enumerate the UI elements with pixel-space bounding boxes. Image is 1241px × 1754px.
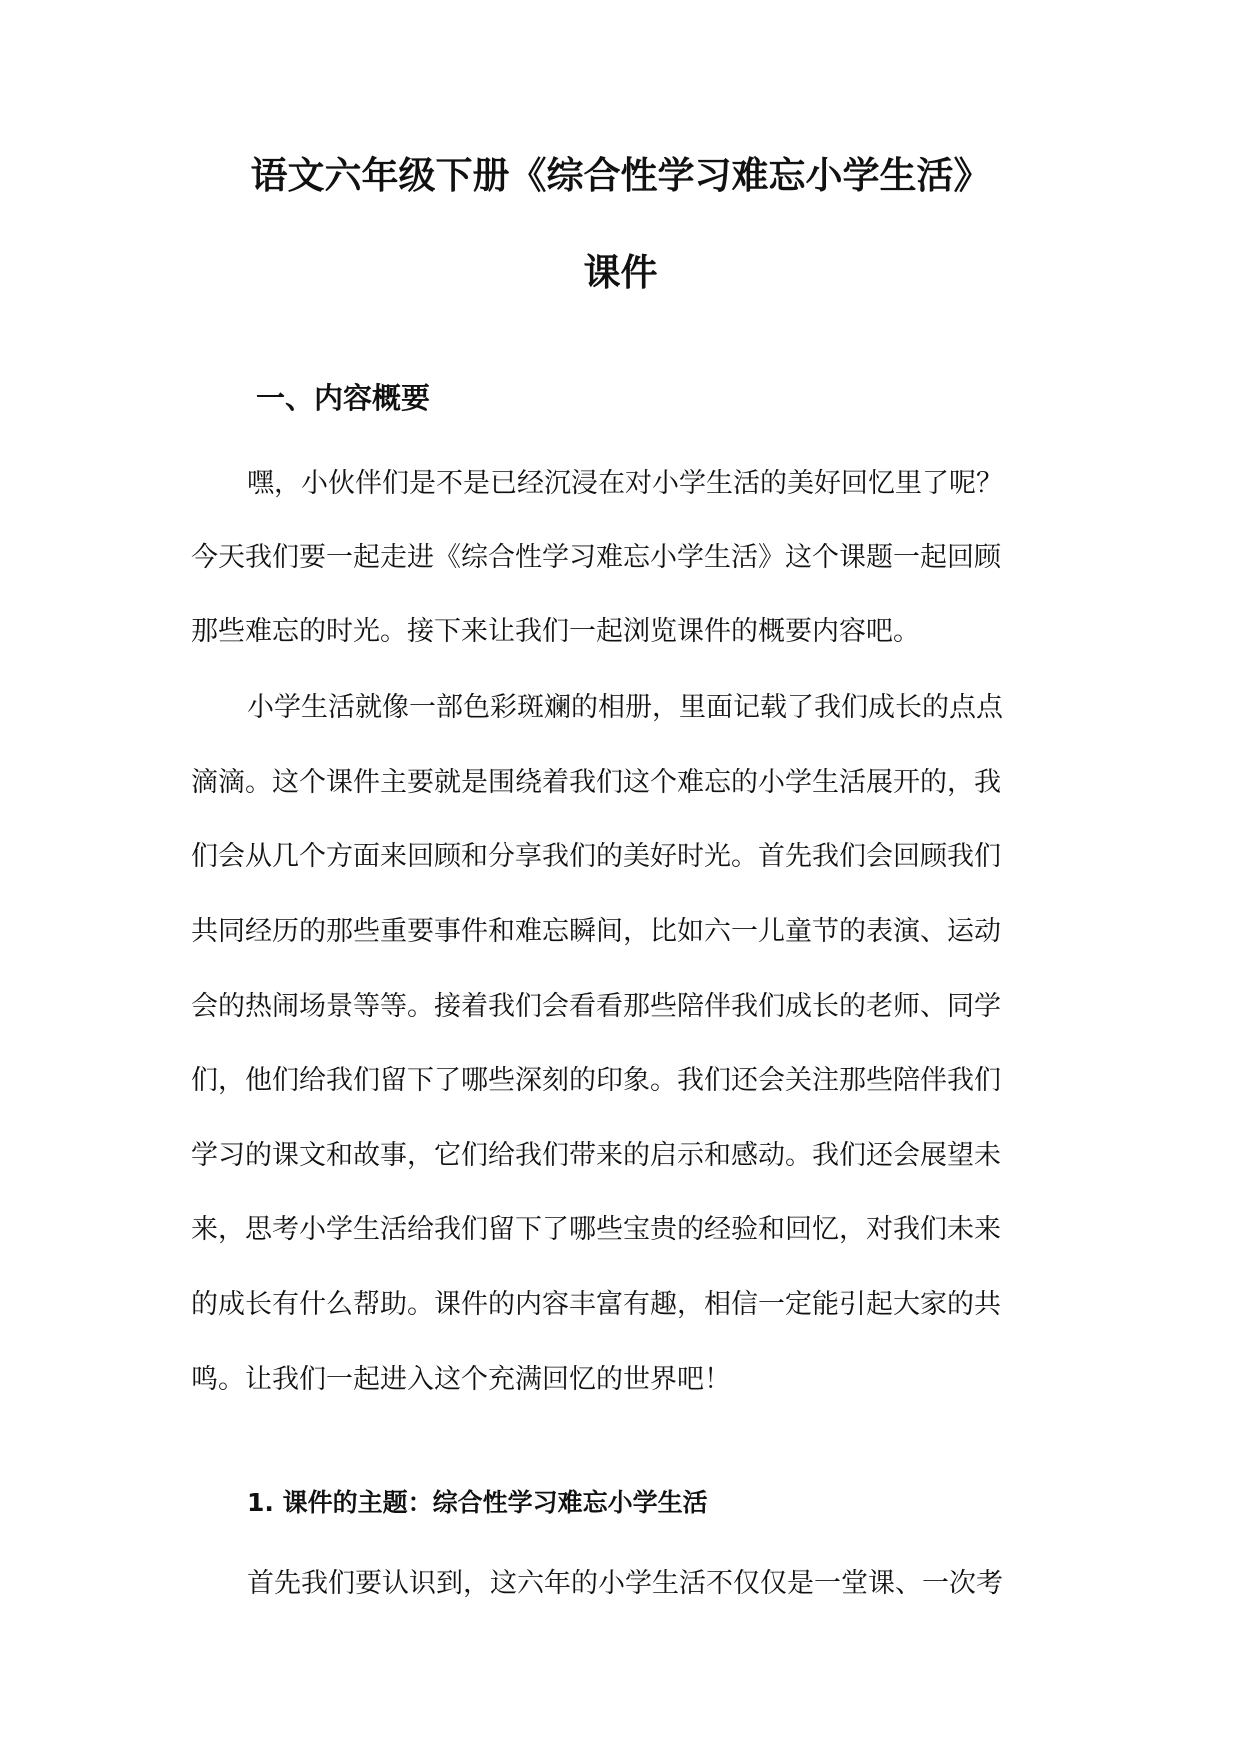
paragraph-line: 首先我们要认识到，这六年的小学生活不仅仅是一堂课、一次考 <box>247 1568 1003 1599</box>
paragraph-line: 今天我们要一起走进《综合性学习难忘小学生活》这个课题一起回顾 <box>191 542 1001 573</box>
section-heading-summary: 一、内容概要 <box>256 381 431 415</box>
paragraph-line: 们会从几个方面来回顾和分享我们的美好时光。首先我们会回顾我们 <box>191 841 1001 872</box>
paragraph-line: 会的热闹场景等等。接着我们会看看那些陪伴我们成长的老师、同学 <box>191 991 1001 1022</box>
paragraph-line: 小学生活就像一部色彩斑斓的相册，里面记载了我们成长的点点 <box>247 692 1003 723</box>
paragraph-line: 学习的课文和故事，它们给我们带来的启示和感动。我们还会展望未 <box>191 1140 1001 1171</box>
paragraph-line: 的成长有什么帮助。课件的内容丰富有趣，相信一定能引起大家的共 <box>191 1289 1001 1320</box>
document-title-line1: 语文六年级下册《综合性学习难忘小学生活》 <box>250 154 991 197</box>
paragraph-line: 们，他们给我们留下了哪些深刻的印象。我们还会关注那些陪伴我们 <box>191 1065 1001 1096</box>
document-title-line2: 课件 <box>583 251 658 294</box>
paragraph-line: 滴滴。这个课件主要就是围绕着我们这个难忘的小学生活展开的，我 <box>191 767 1001 798</box>
paragraph-line: 共同经历的那些重要事件和难忘瞬间，比如六一儿童节的表演、运动 <box>191 916 1001 947</box>
subsection-heading-theme: 1. 课件的主题：综合性学习难忘小学生活 <box>247 1488 708 1517</box>
paragraph-line: 鸣。让我们一起进入这个充满回忆的世界吧！ <box>191 1364 731 1395</box>
paragraph-line: 那些难忘的时光。接下来让我们一起浏览课件的概要内容吧。 <box>191 616 920 647</box>
paragraph-line: 嘿，小伙伴们是不是已经沉浸在对小学生活的美好回忆里了呢？ <box>247 468 1003 499</box>
paragraph-line: 来，思考小学生活给我们留下了哪些宝贵的经验和回忆，对我们未来 <box>191 1214 1001 1245</box>
